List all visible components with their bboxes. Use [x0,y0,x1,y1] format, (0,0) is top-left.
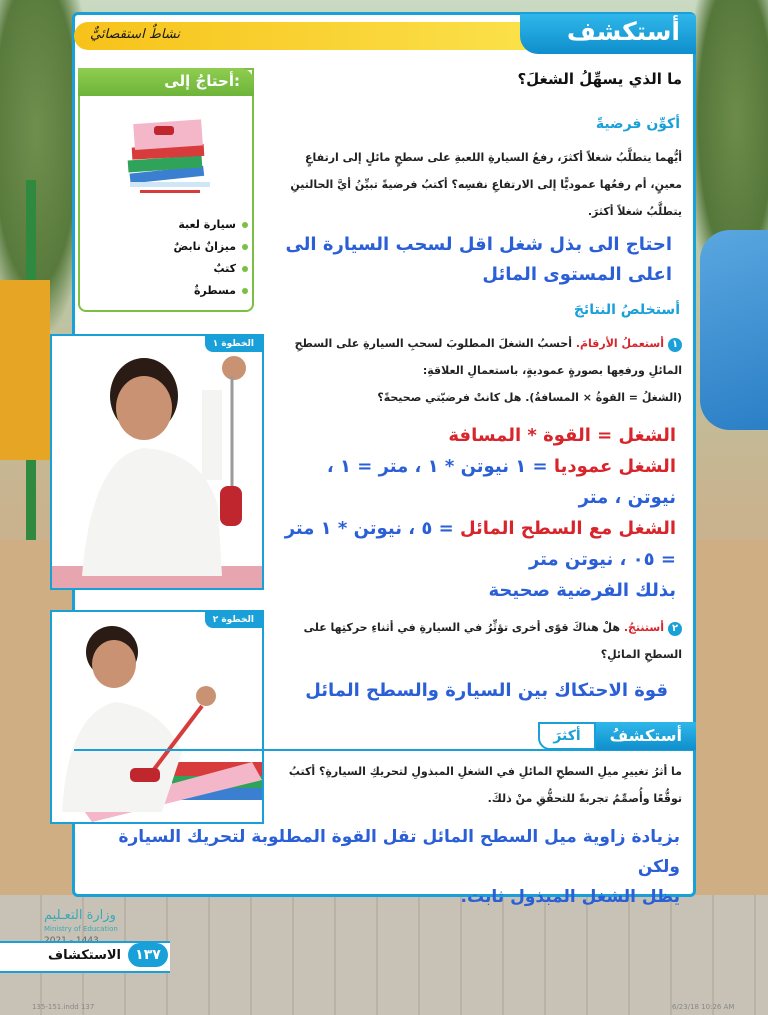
needs-header [78,68,254,96]
needs-title: أحتاجُ إلى: [164,72,240,90]
bullet-icon [242,266,248,272]
q2-lead: أستنتجُ. [623,621,664,634]
step-badge: الخطوة ٢ [205,612,262,628]
bullet-icon [242,244,248,250]
books-illustration [124,116,214,196]
handwritten-line: الشغل مع السطح المائل = ٥ ، نيوتن * ١ متر [284,518,676,539]
bullet-icon [242,222,248,228]
footer-label: الاستكشاف [48,948,121,963]
handwritten-line: بذلك الفرضية صحيحة [488,580,676,601]
question-2 [262,614,682,668]
explore-line: ما أثرُ تغييرِ ميلِ السطحِ المائلِ في الشغلِ المبذولِ لتحريكِ السيارةِ؟ أكتبُ [288,765,682,778]
title-tab [520,14,696,54]
activity-bar [74,22,530,50]
q2-line: هلْ هناكَ قوًى أخرى تؤثِّرُ في السيارةِ في أثناءِ حركتِها على [303,621,620,634]
boy-spring-scale-image [52,336,264,590]
hypothesis-line: أيُّهما يتطلَّبُ شغلاً أكثرَ، رفعُ السيارةِ اللعبةِ على سطحٍ مائلٍ إلى ارتفاعٍ [305,151,682,164]
photo-step-2 [50,610,264,824]
handwritten-line: نيوتن ، متر [578,487,676,508]
a1-line: الشغل = القوة * المسافة [448,425,676,446]
q1-lead: أستعملُ الأرقامَ. [575,337,664,350]
q1-line: أحسبُ الشغلَ المطلوبَ لسحبِ السيارةِ على السطحِ [294,337,572,350]
ministry-logo-en: Ministry of Education [44,925,118,933]
bullet-icon [242,288,248,294]
needs-item: سيارة لعبة [108,214,248,236]
handwritten-line: = ٠٥ ، نيوتن متر [528,549,676,570]
number-badge: ١ [668,338,682,352]
needs-list [108,214,248,302]
handwritten-line: الشغل عموديا = ١ نيوتن * ١ ، متر = ١ ، [326,456,676,477]
answer-1 [276,420,676,606]
print-slug-left: 135-151.indd 137 [32,1003,95,1011]
print-slug-right: 6/23/18 10:26 AM [672,1003,735,1011]
needs-item: مسطرةٌ [108,280,248,302]
handwritten-line [276,420,676,451]
explore-more-tab [538,722,696,750]
page-title: أستكشف [566,17,680,46]
explore-line: توقُّعًا وأُصمِّمُ تجربةً للتحقُّقِ منْ ذلكَ. [487,792,682,805]
ministry-logo-text: وزارة التعـليم [44,908,116,923]
explore-more-text [242,758,682,812]
handwritten-line: اعلى المستوى المائل [482,264,672,285]
number-badge: ٢ [668,622,682,636]
photo-step-1 [50,334,264,590]
hypothesis-heading: أكوِّن فرضيةً [595,116,680,132]
needs-item: ميزانٌ نابضٌ [108,236,248,258]
page-number: ١٣٧ [128,943,168,967]
q2-line: السطحِ المائلِ؟ [600,648,682,661]
background-slide [700,230,768,430]
hypothesis-line: يتطلَّبُ شغلاً أكثرَ. [587,205,682,218]
activity-label: نشاطٌ استقصائيٌّ [90,27,181,42]
handwritten-line: بزيادة زاوية ميل السطح المائل تقل القوة المطلوبة لتحريك السيارة ولكن [118,827,680,877]
answer-2: قوة الاحتكاك بين السيارة والسطح المائل [305,680,668,701]
explore-more-title: أستكشفُ [609,726,682,745]
handwritten-line: احتاج الى بذل شغل اقل لسحب السيارة الى [285,234,672,255]
results-heading: أستخلصُ النتائجَ [573,302,680,318]
handwritten-line: يظل الشغل المبذول ثابت. [460,887,680,907]
hypothesis-line: معينٍ، أم رفعُها عموديًّا إلى الارتفاعِ نفسِه؟ أكتبُ فرضيةً تبيِّنُ أيَّ الحالتينِ [290,178,682,191]
boy-inclined-plane-image [52,612,264,824]
question-1 [282,330,682,411]
hypothesis-text [262,144,682,225]
q1-line: المائلِ ورفعِها بصورةٍ عموديةٍ، باستعمالِ العلاقةِ: [422,364,682,377]
step-badge: الخطوة ١ [205,336,262,352]
needs-item: كتبٌ [108,258,248,280]
explore-more-badge: أكثرَ [538,722,596,750]
q1-line: (الشغلُ = القوةُ × المسافةُ). هل كانتْ فرضيّتي صحيحةً؟ [377,391,682,404]
explore-more-answer [80,822,680,912]
question-title: ما الذي يسهِّلُ الشغلَ؟ [517,70,682,88]
hypothesis-answer [252,230,672,290]
background-playground [0,280,50,460]
